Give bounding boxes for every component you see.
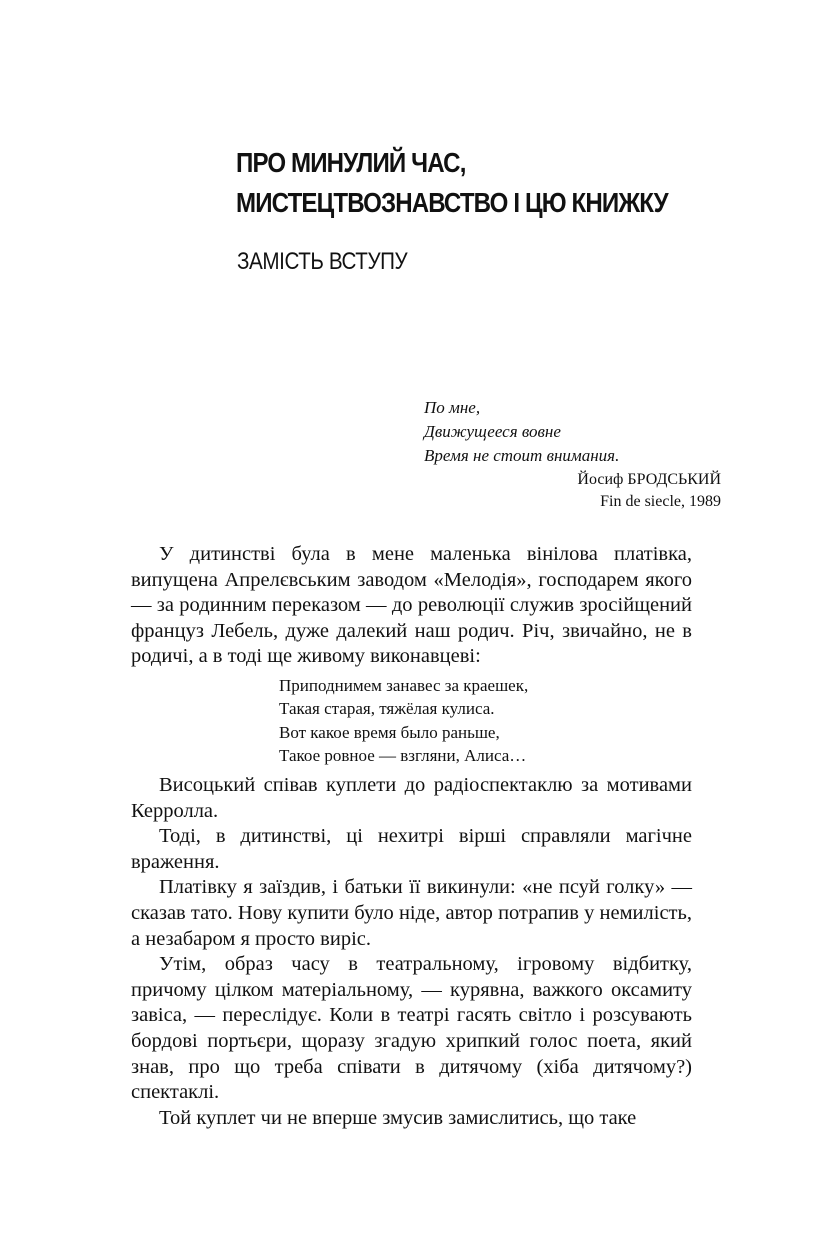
epigraph-line: Время не стоит внимания. — [424, 446, 620, 465]
epigraph-author: Йосиф БРОДСЬКИЙ — [577, 471, 721, 488]
chapter-title-line-2: МИСТЕЦТВОЗНАВСТВО І ЦЮ КНИЖКУ — [236, 187, 668, 218]
chapter-title — [236, 143, 683, 223]
chapter-subtitle: ЗАМІСТЬ ВСТУПУ — [237, 248, 408, 275]
paragraph: У дитинстві була в мене маленька вінілова платівка, випущена Апрелєвським заводом «Мелодія», господарем якого — за родинним переказом — до революції служив зросійщений француз Лебель, дуже далекий наш родич. Річ, звичайно, не в родичі, а в тоді ще живому виконавцеві: — [131, 543, 692, 668]
paragraph: Висоцький співав куплети до радіоспектаклю за мотивами Керролла. — [131, 773, 692, 822]
paragraph: Платівку я заїздив, і батьки її викинули: «не псуй голку» — сказав тато. Нову купити було ніде, автор потрапив у немилість, а незабаром я просто виріс. — [131, 876, 692, 950]
verse-quote — [279, 674, 692, 768]
epigraph-line: По мне, — [424, 398, 481, 417]
verse-line: Такое ровное — взгляни, Алиса… — [279, 746, 527, 766]
chapter-title-line-1: ПРО МИНУЛИЙ ЧАС, — [236, 147, 466, 178]
epigraph-source: Fin de siecle, 1989 — [600, 493, 721, 510]
verse-line: Приподнимем занавес за краешек, — [279, 675, 529, 695]
paragraph: Утім, образ часу в театральному, ігровому відбитку, причому цілком матеріальному, — курявна, важкого оксамиту завіса, — переслідує. Коли в театрі гасять світло і розсувають бордові портьєри, щоразу згадую хрипкий голос поета, який знав, про що треба співати в дитячому (хіба дитячому?) спектаклі. — [131, 953, 692, 1104]
paragraph: Той куплет чи не вперше змусив замислитись, що таке — [159, 1106, 637, 1129]
epigraph — [424, 396, 721, 513]
verse-line: Такая старая, тяжёлая кулиса. — [279, 699, 495, 719]
verse-line: Вот какое время было раньше, — [279, 722, 500, 742]
body-text — [131, 542, 692, 1131]
epigraph-line: Движущееся вовне — [424, 422, 561, 441]
paragraph: Тоді, в дитинстві, ці нехитрі вірші справляли магічне враження. — [131, 825, 692, 873]
